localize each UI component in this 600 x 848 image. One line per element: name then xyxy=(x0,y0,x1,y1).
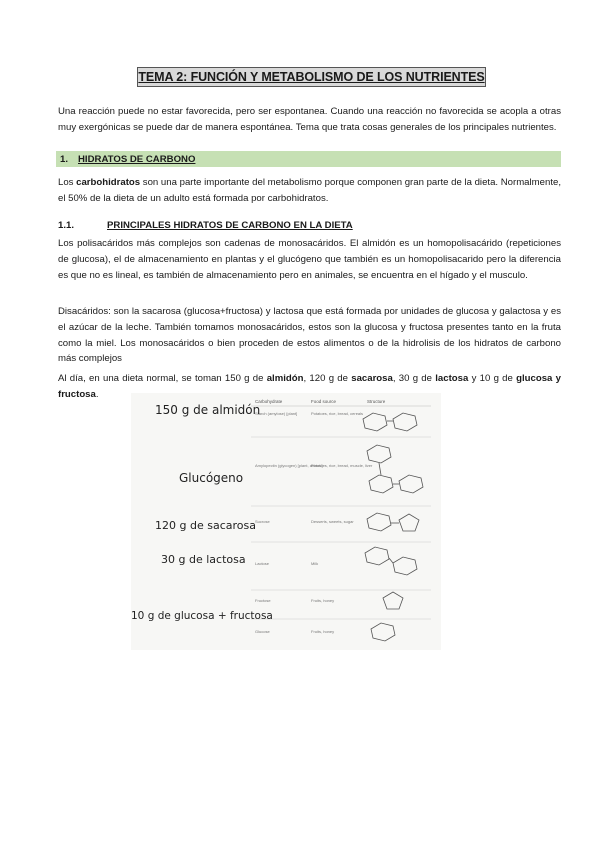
source-sucrose: Desserts, sweets, sugar xyxy=(311,519,354,524)
source-lactose: Milk xyxy=(311,561,319,566)
carb-fructose: Fructose xyxy=(255,598,271,603)
subsection-number: 1.1. xyxy=(58,220,75,231)
text-run: Al día, en una dieta normal, se toman 150 g de xyxy=(58,373,267,384)
header-food-source: Food source xyxy=(311,399,337,404)
text-run: . xyxy=(95,388,99,400)
page-title-box xyxy=(137,67,486,87)
text-run: y 10 g de xyxy=(468,373,517,384)
bold-term: carbohidratos xyxy=(76,177,141,188)
section-number: 1. xyxy=(60,153,69,165)
starch-structure-icon xyxy=(363,413,417,431)
carb-starch: Starch (amylose) [plant] xyxy=(255,411,298,416)
lactose-structure-icon xyxy=(365,547,417,575)
carbohidratos-paragraph xyxy=(58,175,561,207)
handwritten-lactosa: 30 g de lactosa xyxy=(161,553,246,566)
sucrose-structure-icon xyxy=(367,513,419,531)
header-carbohydrate: Carbohydrate xyxy=(255,399,283,404)
carbohydrates-figure xyxy=(131,393,441,650)
text-run: son una parte importante del metabolismo porque componen gran parte de la dieta. Normalmente, el 50% de la dieta de un adulto está formada por carbohidratos. xyxy=(58,177,561,204)
carb-sucrose: Sucrose xyxy=(255,519,270,524)
disacaridos-paragraph: Disacáridos: son la sacarosa (glucosa+fructosa) y lactosa que está formada por unidades de glucosa y galactosa y es el azúcar de la leche. También tomamos monosacáridos, estos son la glucosa y fructosa presentes tanto en la fruta como la miel. Los monosacáridos o bien proceden de estos alimentos o de la hidrolisis de los hidratos de carbono más complejos xyxy=(58,306,561,365)
bold-term: glucosa y fructosa xyxy=(58,373,561,400)
glucose-structure-icon xyxy=(371,623,395,641)
intro-paragraph: Una reacción puede no estar favorecida, pero ser espontanea. Cuando una reacción no favorecida se acopla a otras muy exergónicas se puede dar de manera espontánea. Tema que trata cosas generales de los principales nutrientes. xyxy=(58,106,561,133)
section-heading-hidratos xyxy=(56,151,561,167)
fructose-structure-icon xyxy=(383,592,403,609)
carb-glucose: Glucose xyxy=(255,629,270,634)
section-label: HIDRATOS DE CARBONO xyxy=(78,153,196,165)
bold-term: sacarosa xyxy=(351,373,393,384)
source-starch: Potatoes, rice, bread, cereals xyxy=(311,411,364,416)
source-fructose: Fruits, honey xyxy=(311,598,335,603)
handwritten-sacarosa: 120 g de sacarosa xyxy=(155,519,256,532)
source-amylopectin: Potatoes, rice, bread, muscle, liver xyxy=(311,463,373,468)
handwritten-glucogeno: Glucógeno xyxy=(179,471,244,485)
source-glucose: Fruits, honey xyxy=(311,629,335,634)
text-run: , 30 g de xyxy=(392,373,436,384)
page-title: TEMA 2: FUNCIÓN Y METABOLISMO DE LOS NUTRIENTES xyxy=(138,70,485,84)
subsection-heading xyxy=(58,220,353,231)
carb-lactose: Lactose xyxy=(255,561,270,566)
glycogen-structure-icon xyxy=(367,445,423,493)
text-run: , 120 g de xyxy=(303,373,352,384)
carb-amylopectin: Amylopectin (glycogen) [plant, animal] xyxy=(255,463,323,468)
handwritten-glucosa-fructosa: 10 g de glucosa + fructosa xyxy=(131,610,273,622)
bold-term: almidón xyxy=(266,373,304,384)
header-structure: Structure xyxy=(367,399,386,404)
subsection-label: PRINCIPALES HIDRATOS DE CARBONO EN LA DIETA xyxy=(107,220,353,231)
polisacaridos-paragraph: Los polisacáridos más complejos son cadenas de monosacáridos. El almidón es un homopolisacárido (repeticiones de glucosa), el de almacenamiento en plantas y el glucógeno que también es un homopolisacarido pero la diferencia es que no es lineal, es también de almacenamiento pero en animales, se encuentra en el hígado y el musculo. xyxy=(58,238,561,281)
text-run: Los xyxy=(58,177,77,188)
bold-term: lactosa xyxy=(435,373,469,384)
handwritten-almidon: 150 g de almidón xyxy=(155,403,261,417)
